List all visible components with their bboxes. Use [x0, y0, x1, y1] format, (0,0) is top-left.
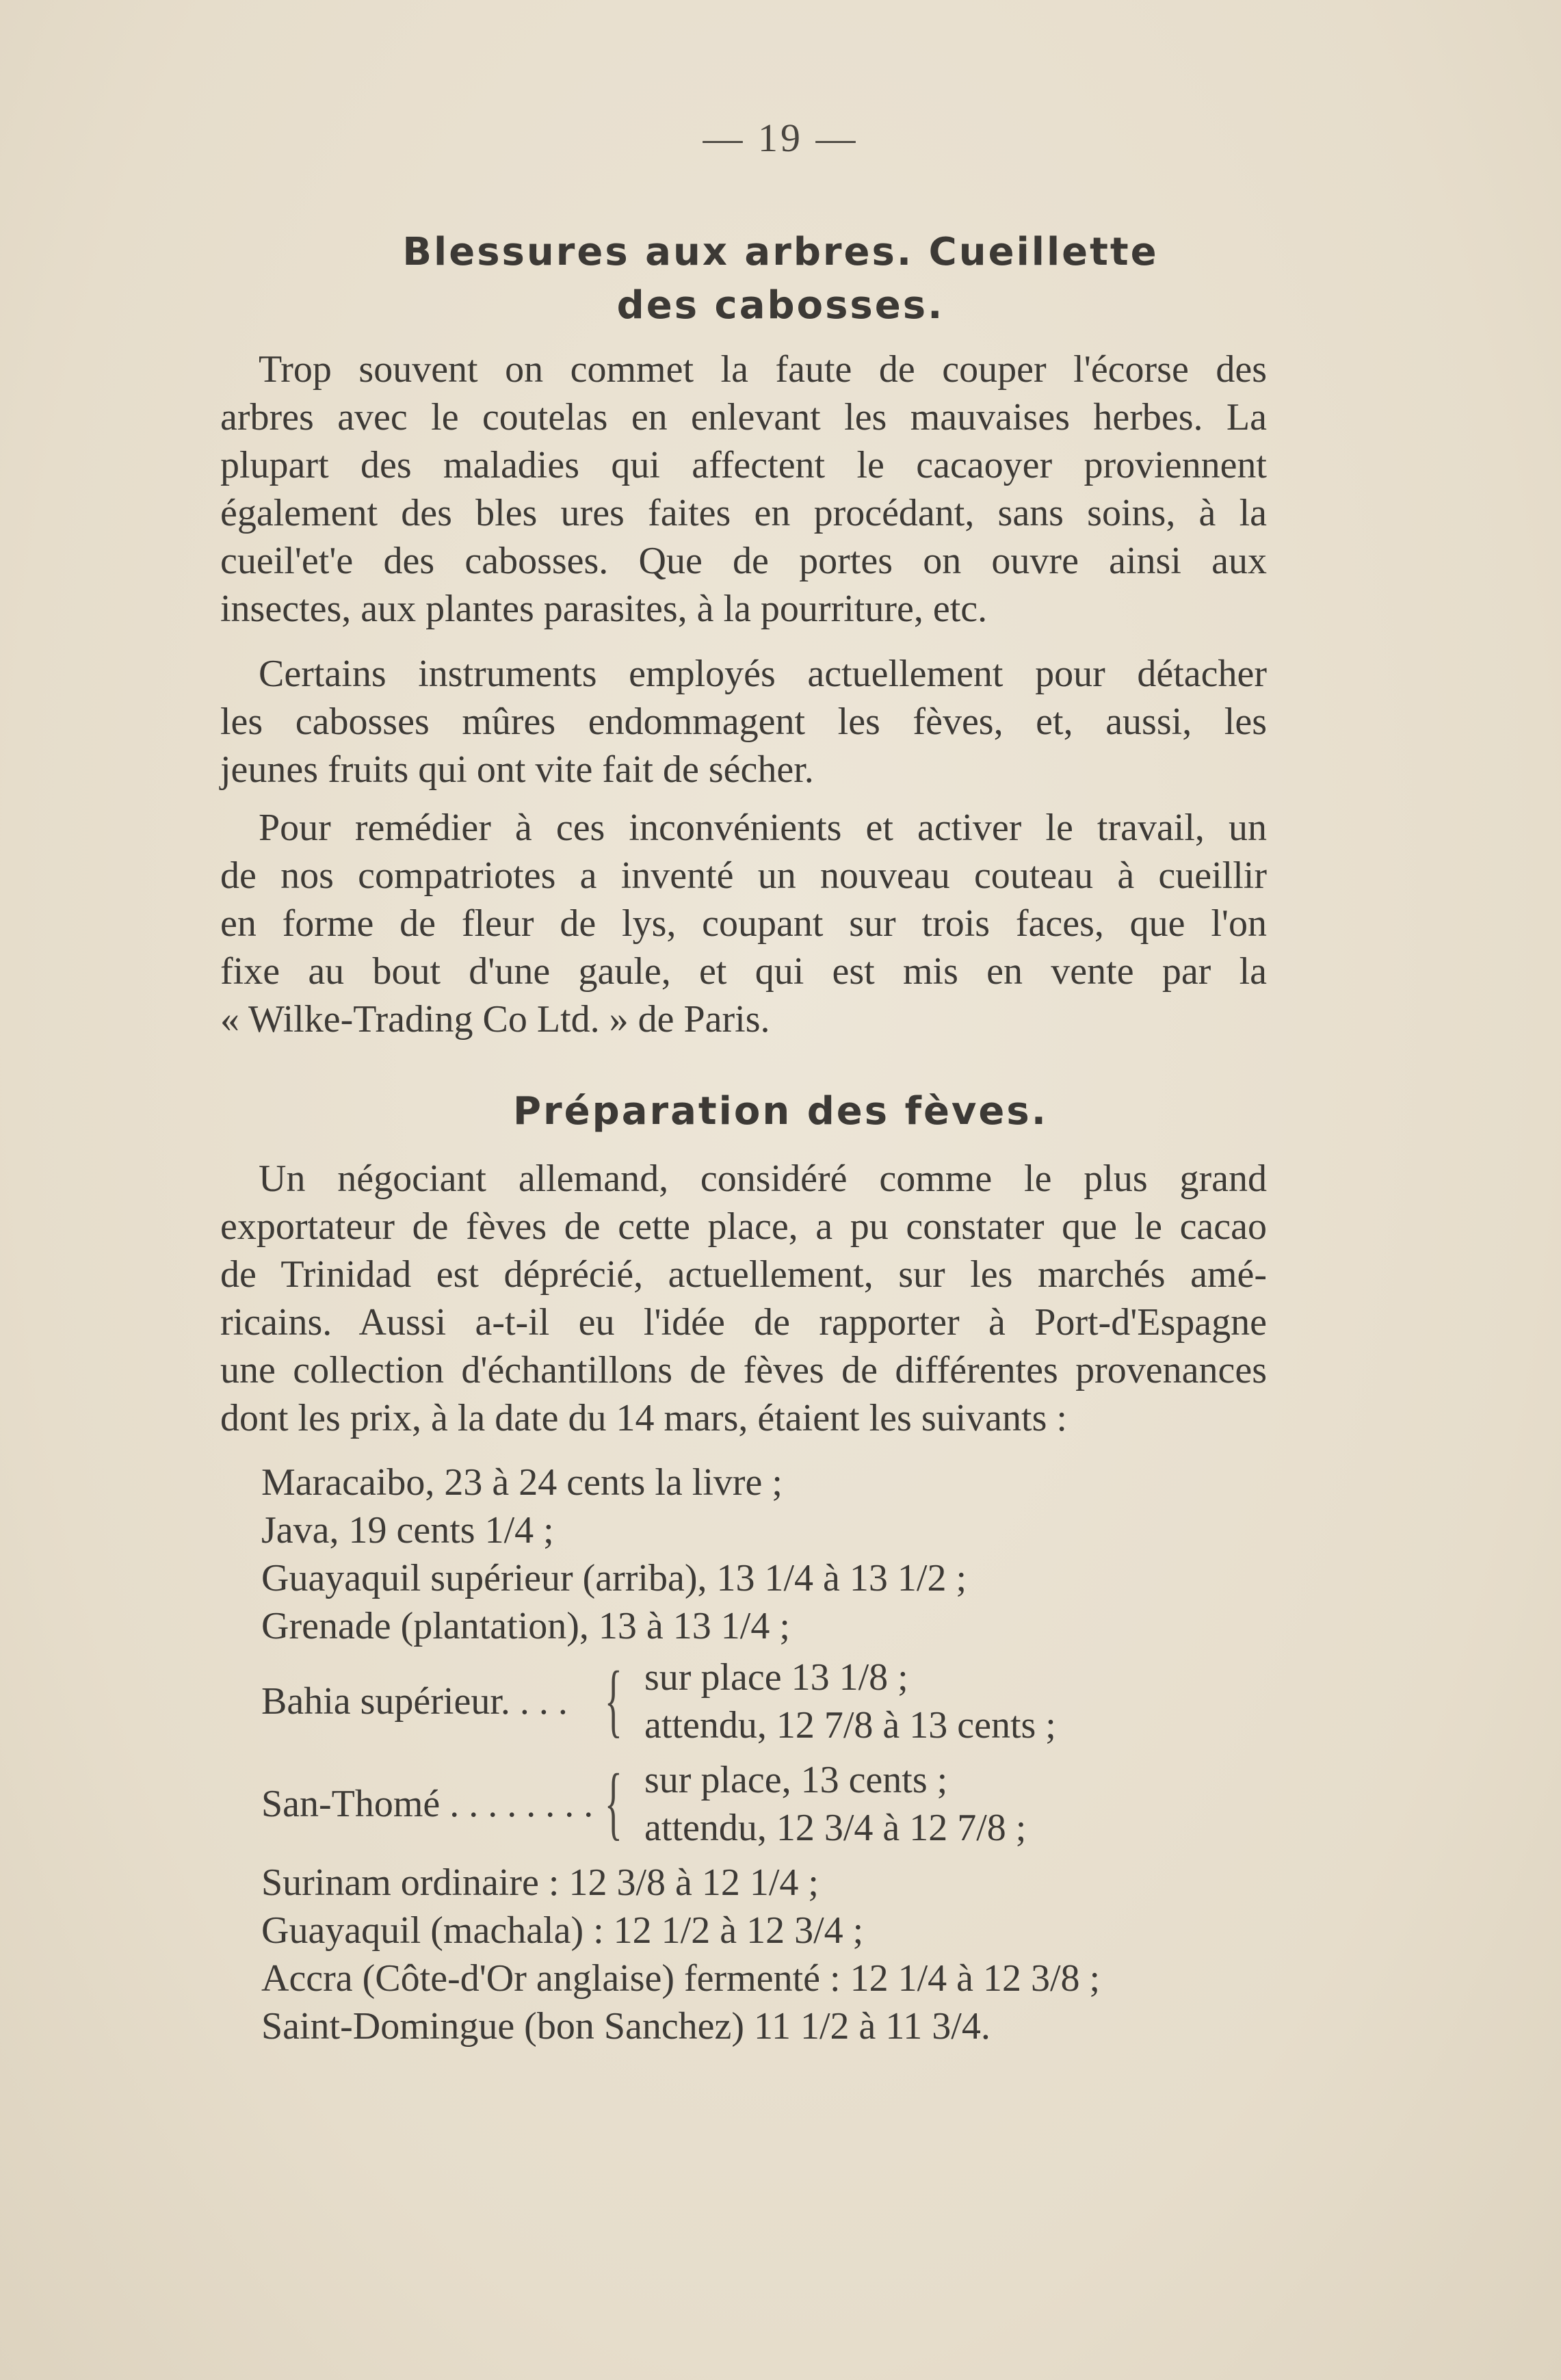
text-line: Certains instruments employés actuellement pour détacher [259, 653, 1267, 695]
price-san-thome-label: San-Thomé . . . . . . . . [261, 1783, 594, 1825]
price-guayaquil-machala: Guayaquil (machala) : 12 1/2 à 12 3/4 ; [261, 1909, 864, 1952]
text-line: les cabosses mûres endommagent les fèves, et, aussi, les [220, 701, 1267, 743]
price-bahia-label: Bahia supérieur. . . . [261, 1680, 568, 1723]
text-line: « Wilke-Trading Co Ltd. » de Paris. [220, 998, 770, 1041]
text-line: insectes, aux plantes parasites, à la pourriture, etc. [220, 588, 988, 630]
page-number: — 19 — [703, 116, 858, 160]
price-grenade: Grenade (plantation), 13 à 13 1/4 ; [261, 1605, 790, 1647]
price-bahia-expected: attendu, 12 7/8 à 13 cents ; [644, 1704, 1056, 1747]
price-bahia [261, 1656, 1274, 1751]
text-line: exportateur de fèves de cette place, a pu constater que le cacao [220, 1205, 1267, 1248]
brace-icon: { [604, 1757, 622, 1848]
price-surinam: Surinam ordinaire : 12 3/8 à 12 1/4 ; [261, 1861, 819, 1904]
text-line: de nos compatriotes a inventé un nouveau couteau à cueillir [220, 854, 1267, 897]
price-saint-domingue: Saint-Domingue (bon Sanchez) 11 1/2 à 11 3/4. [261, 2005, 991, 2048]
text-line: cueil'et'e des cabosses. Que de portes on ouvre ainsi aux [220, 540, 1267, 582]
text-line: Pour remédier à ces inconvénients et activer le travail, un [259, 807, 1267, 849]
section-heading-wounds: Blessures aux arbres. Cueillette [402, 230, 1159, 274]
paragraph-merchant [220, 1155, 1267, 1442]
text-line: jeunes fruits qui ont vite fait de sécher. [220, 748, 814, 791]
price-maracaibo: Maracaibo, 23 à 24 cents la livre ; [261, 1461, 783, 1504]
paragraph-remedy [220, 804, 1267, 1043]
text-line: une collection d'échantillons de fèves de différentes provenances [220, 1349, 1267, 1391]
section-heading-preparation: Préparation des fèves. [512, 1089, 1049, 1134]
text-line: plupart des maladies qui affectent le cacaoyer proviennent [220, 444, 1267, 486]
text-line: en forme de fleur de lys, coupant sur trois faces, que l'on [220, 902, 1267, 945]
price-java: Java, 19 cents 1/4 ; [261, 1509, 554, 1552]
price-bahia-on-site: sur place 13 1/8 ; [644, 1656, 908, 1699]
section-heading-wounds-cont: des cabosses. [616, 283, 945, 328]
brace-icon: { [604, 1654, 622, 1745]
text-line: également des bles ures faites en procédant, sans soins, à la [220, 492, 1267, 534]
text-line: Trop souvent on commet la faute de couper l'écorse des [259, 348, 1267, 391]
text-line: ricains. Aussi a-t-il eu l'idée de rapporter à Port-d'Espagne [220, 1301, 1267, 1344]
text-line: fixe au bout d'une gaule, et qui est mis en vente par la [220, 950, 1267, 993]
text-line: dont les prix, à la date du 14 mars, étaient les suivants : [220, 1397, 1067, 1439]
text-line: arbres avec le coutelas en enlevant les mauvaises herbes. La [220, 396, 1267, 439]
text-line: Un négociant allemand, considéré comme le plus grand [259, 1158, 1267, 1200]
text-line: de Trinidad est déprécié, actuellement, sur les marchés amé- [220, 1253, 1267, 1296]
price-san-thome-expected: attendu, 12 3/4 à 12 7/8 ; [644, 1807, 1027, 1849]
price-accra: Accra (Côte-d'Or anglaise) fermenté : 12 1/4 à 12 3/8 ; [261, 1957, 1101, 2000]
paragraph-wounds [220, 345, 1267, 633]
paragraph-instruments [220, 650, 1267, 794]
price-guayaquil-superior: Guayaquil supérieur (arriba), 13 1/4 à 13 1/2 ; [261, 1557, 967, 1599]
price-san-thome [261, 1758, 1274, 1854]
price-san-thome-on-site: sur place, 13 cents ; [644, 1759, 948, 1801]
